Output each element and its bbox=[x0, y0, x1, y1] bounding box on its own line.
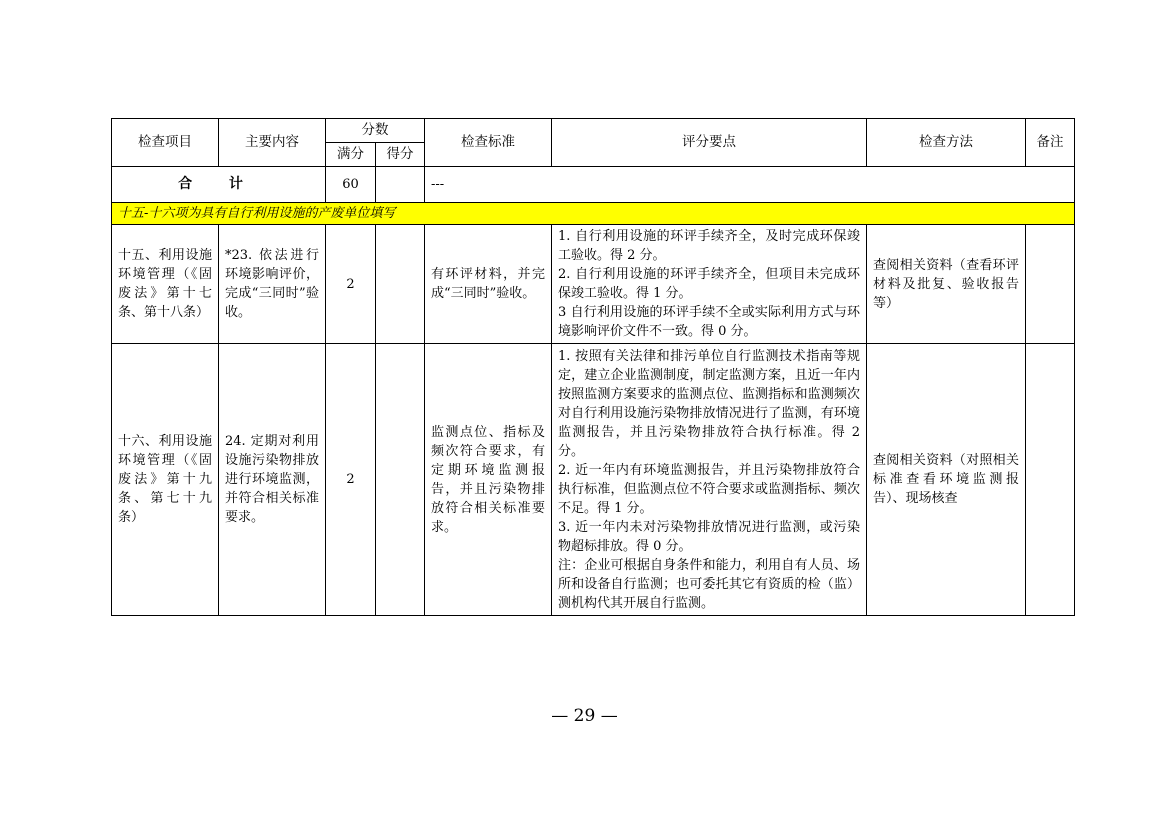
header-row bbox=[112, 119, 1075, 143]
standard-cell: 监测点位、指标及频次符合要求，有定期环境监测报告，并且污染物排放符合相关标准要求。 bbox=[425, 344, 552, 616]
full-score-cell: 2 bbox=[326, 225, 376, 344]
remarks-cell bbox=[1026, 225, 1075, 344]
header-item: 检查项目 bbox=[112, 119, 219, 167]
item-cell: 十五、利用设施环境管理（《固废法》第十七条、第十八条） bbox=[112, 225, 219, 344]
criterion: 3. 近一年内未对污染物排放情况进行监测，或污染物超标排放。得 0 分。 bbox=[558, 519, 860, 554]
content-cell: 24. 定期对利用设施污染物排放进行环境监测，并符合相关标准要求。 bbox=[219, 344, 326, 616]
full-score-cell: 2 bbox=[326, 344, 376, 616]
criterion-note: 注：企业可根据自身条件和能力，利用自有人员、场所和设备自行监测；也可委托其它有资质的检（监）测机构代其开展自行监测。 bbox=[558, 557, 860, 611]
header-obtained-score: 得分 bbox=[376, 143, 425, 167]
section-note: 十五-十六项为具有自行利用设施的产废单位填写 bbox=[112, 203, 1075, 225]
criterion: 1. 按照有关法律和排污单位自行监测技术指南等规定，建立企业监测制度，制定监测方案，且近一年内按照监测方案要求的监测点位、监测指标和监测频次对自行利用设施污染物排放情况进行了监测，有环境监测报告，并且污染物排放符合执行标准。得 2 分。 bbox=[558, 348, 860, 459]
criterion: 2. 自行利用设施的环评手续齐全，但项目未完成环保竣工验收。得 1 分。 bbox=[558, 267, 860, 301]
item-cell: 十六、利用设施环境管理（《固废法》第十九条、第七十九条） bbox=[112, 344, 219, 616]
total-label: 合 计 bbox=[112, 167, 326, 203]
method-cell: 查阅相关资料（查看环评材料及批复、验收报告等） bbox=[867, 225, 1026, 344]
header-remarks: 备注 bbox=[1026, 119, 1075, 167]
header-standard: 检查标准 bbox=[425, 119, 552, 167]
scoring-points-cell bbox=[552, 344, 867, 616]
header-method: 检查方法 bbox=[867, 119, 1026, 167]
header-scoring-points: 评分要点 bbox=[552, 119, 867, 167]
header-full-score: 满分 bbox=[326, 143, 376, 167]
criterion: 3 自行利用设施的环评手续不全或实际利用方式与环境影响评价文件不一致。得 0 分。 bbox=[558, 305, 860, 339]
total-row bbox=[112, 167, 1075, 203]
total-full-score: 60 bbox=[326, 167, 376, 203]
header-content: 主要内容 bbox=[219, 119, 326, 167]
page-number: — 29 — bbox=[551, 706, 618, 726]
standard-cell: 有环评材料，并完成“三同时”验收。 bbox=[425, 225, 552, 344]
obtained-score-cell bbox=[376, 225, 425, 344]
scoring-points-cell bbox=[552, 225, 867, 344]
content-cell: *23. 依法进行环境影响评价，完成“三同时”验收。 bbox=[219, 225, 326, 344]
total-obtained-score bbox=[376, 167, 425, 203]
obtained-score-cell bbox=[376, 344, 425, 616]
method-cell: 查阅相关资料（对照相关标准查看环境监测报告）、现场核查 bbox=[867, 344, 1026, 616]
total-standard: --- bbox=[425, 167, 1075, 203]
table-row bbox=[112, 344, 1075, 616]
criterion: 2. 近一年内有环境监测报告，并且污染物排放符合执行标准，但监测点位不符合要求或监测指标、频次不足。得 1 分。 bbox=[558, 462, 860, 516]
table-row bbox=[112, 225, 1075, 344]
criterion: 1. 自行利用设施的环评手续齐全，及时完成环保竣工验收。得 2 分。 bbox=[558, 229, 860, 263]
section-note-row bbox=[112, 203, 1075, 225]
remarks-cell bbox=[1026, 344, 1075, 616]
inspection-table bbox=[111, 118, 1075, 616]
header-score-group: 分数 bbox=[326, 119, 425, 143]
